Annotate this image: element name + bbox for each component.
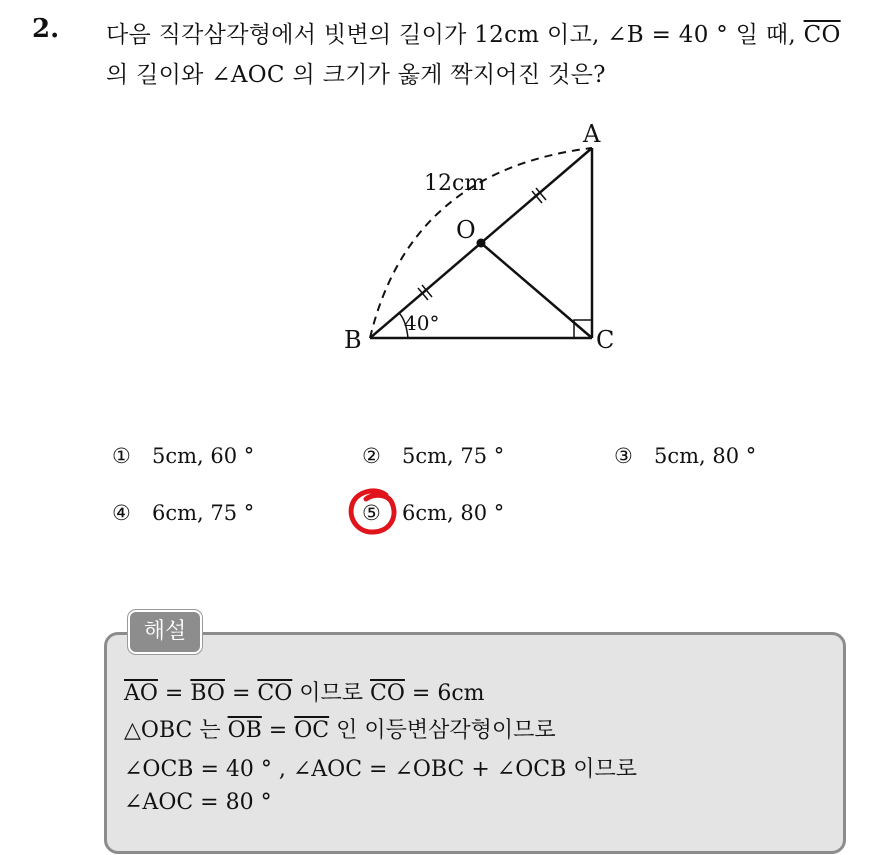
question-line-1 <box>106 16 841 49</box>
label-length: 12cm <box>424 171 486 196</box>
choice-3[interactable] <box>614 444 756 468</box>
label-c: C <box>596 326 615 354</box>
choice-1[interactable] <box>112 444 254 468</box>
triangle-figure <box>330 110 650 360</box>
seg-oc: $\overline{OC}$ <box>294 718 330 743</box>
solution-l2-eq: = <box>261 718 295 743</box>
eq-1: = <box>157 681 191 706</box>
seg-co-2: $\overline{CO}$ <box>370 681 405 706</box>
question-number: 2. <box>32 14 60 44</box>
label-o: O <box>456 216 476 244</box>
choice-1-text: 5cm, 60 ° <box>152 444 255 468</box>
eq-2: = <box>224 681 258 706</box>
label-b: B <box>344 326 362 354</box>
solution-l2-tail: 인 이등변삼각형이므로 <box>329 718 556 743</box>
question-line-2: 의 길이와 ∠AOC 의 크기가 옳게 짝지어진 것은? <box>106 62 606 88</box>
seg-co-1: $\overline{CO}$ <box>257 681 293 706</box>
choice-3-number: ③ <box>614 444 633 468</box>
choice-4[interactable] <box>112 501 254 525</box>
label-angle: 40° <box>404 311 440 335</box>
choice-5-text: 6cm, 80 ° <box>402 501 505 525</box>
point-o <box>477 239 486 248</box>
solution-line-2 <box>124 713 556 744</box>
solution-tag: 해설 <box>128 610 202 654</box>
solution-line-4: ∠AOC = 80 ° <box>124 790 272 815</box>
choice-2-number: ② <box>362 444 381 468</box>
solution-l1-mid: 이므로 <box>292 681 371 706</box>
choice-1-number: ① <box>112 444 131 468</box>
label-a: A <box>583 120 601 148</box>
solution-line-1 <box>124 676 485 707</box>
choice-4-text: 6cm, 75 ° <box>152 501 255 525</box>
solution-l2-pre: △OBC 는 <box>124 718 228 743</box>
seg-ao: $\overline{AO}$ <box>124 681 158 706</box>
solution-l1-tail: = 6cm <box>404 681 485 706</box>
segment-oc <box>481 243 592 338</box>
answer-circle-icon <box>346 487 402 537</box>
solution-line-3: ∠OCB = 40 ° , ∠AOC = ∠OBC + ∠OCB 이므로 <box>124 757 637 782</box>
choice-4-number: ④ <box>112 501 131 525</box>
segment-co: $\overline{CO}$ <box>803 22 841 48</box>
choice-5-number: ⑤ <box>362 501 381 525</box>
choice-2-text: 5cm, 75 ° <box>402 444 505 468</box>
seg-bo: $\overline{BO}$ <box>190 681 225 706</box>
question-text-1: 다음 직각삼각형에서 빗변의 길이가 12cm 이고, ∠B = 40 ° 일 때, <box>106 22 804 48</box>
choice-2[interactable] <box>362 444 504 468</box>
choice-3-text: 5cm, 80 ° <box>654 444 757 468</box>
seg-ob: $\overline{OB}$ <box>227 718 262 743</box>
